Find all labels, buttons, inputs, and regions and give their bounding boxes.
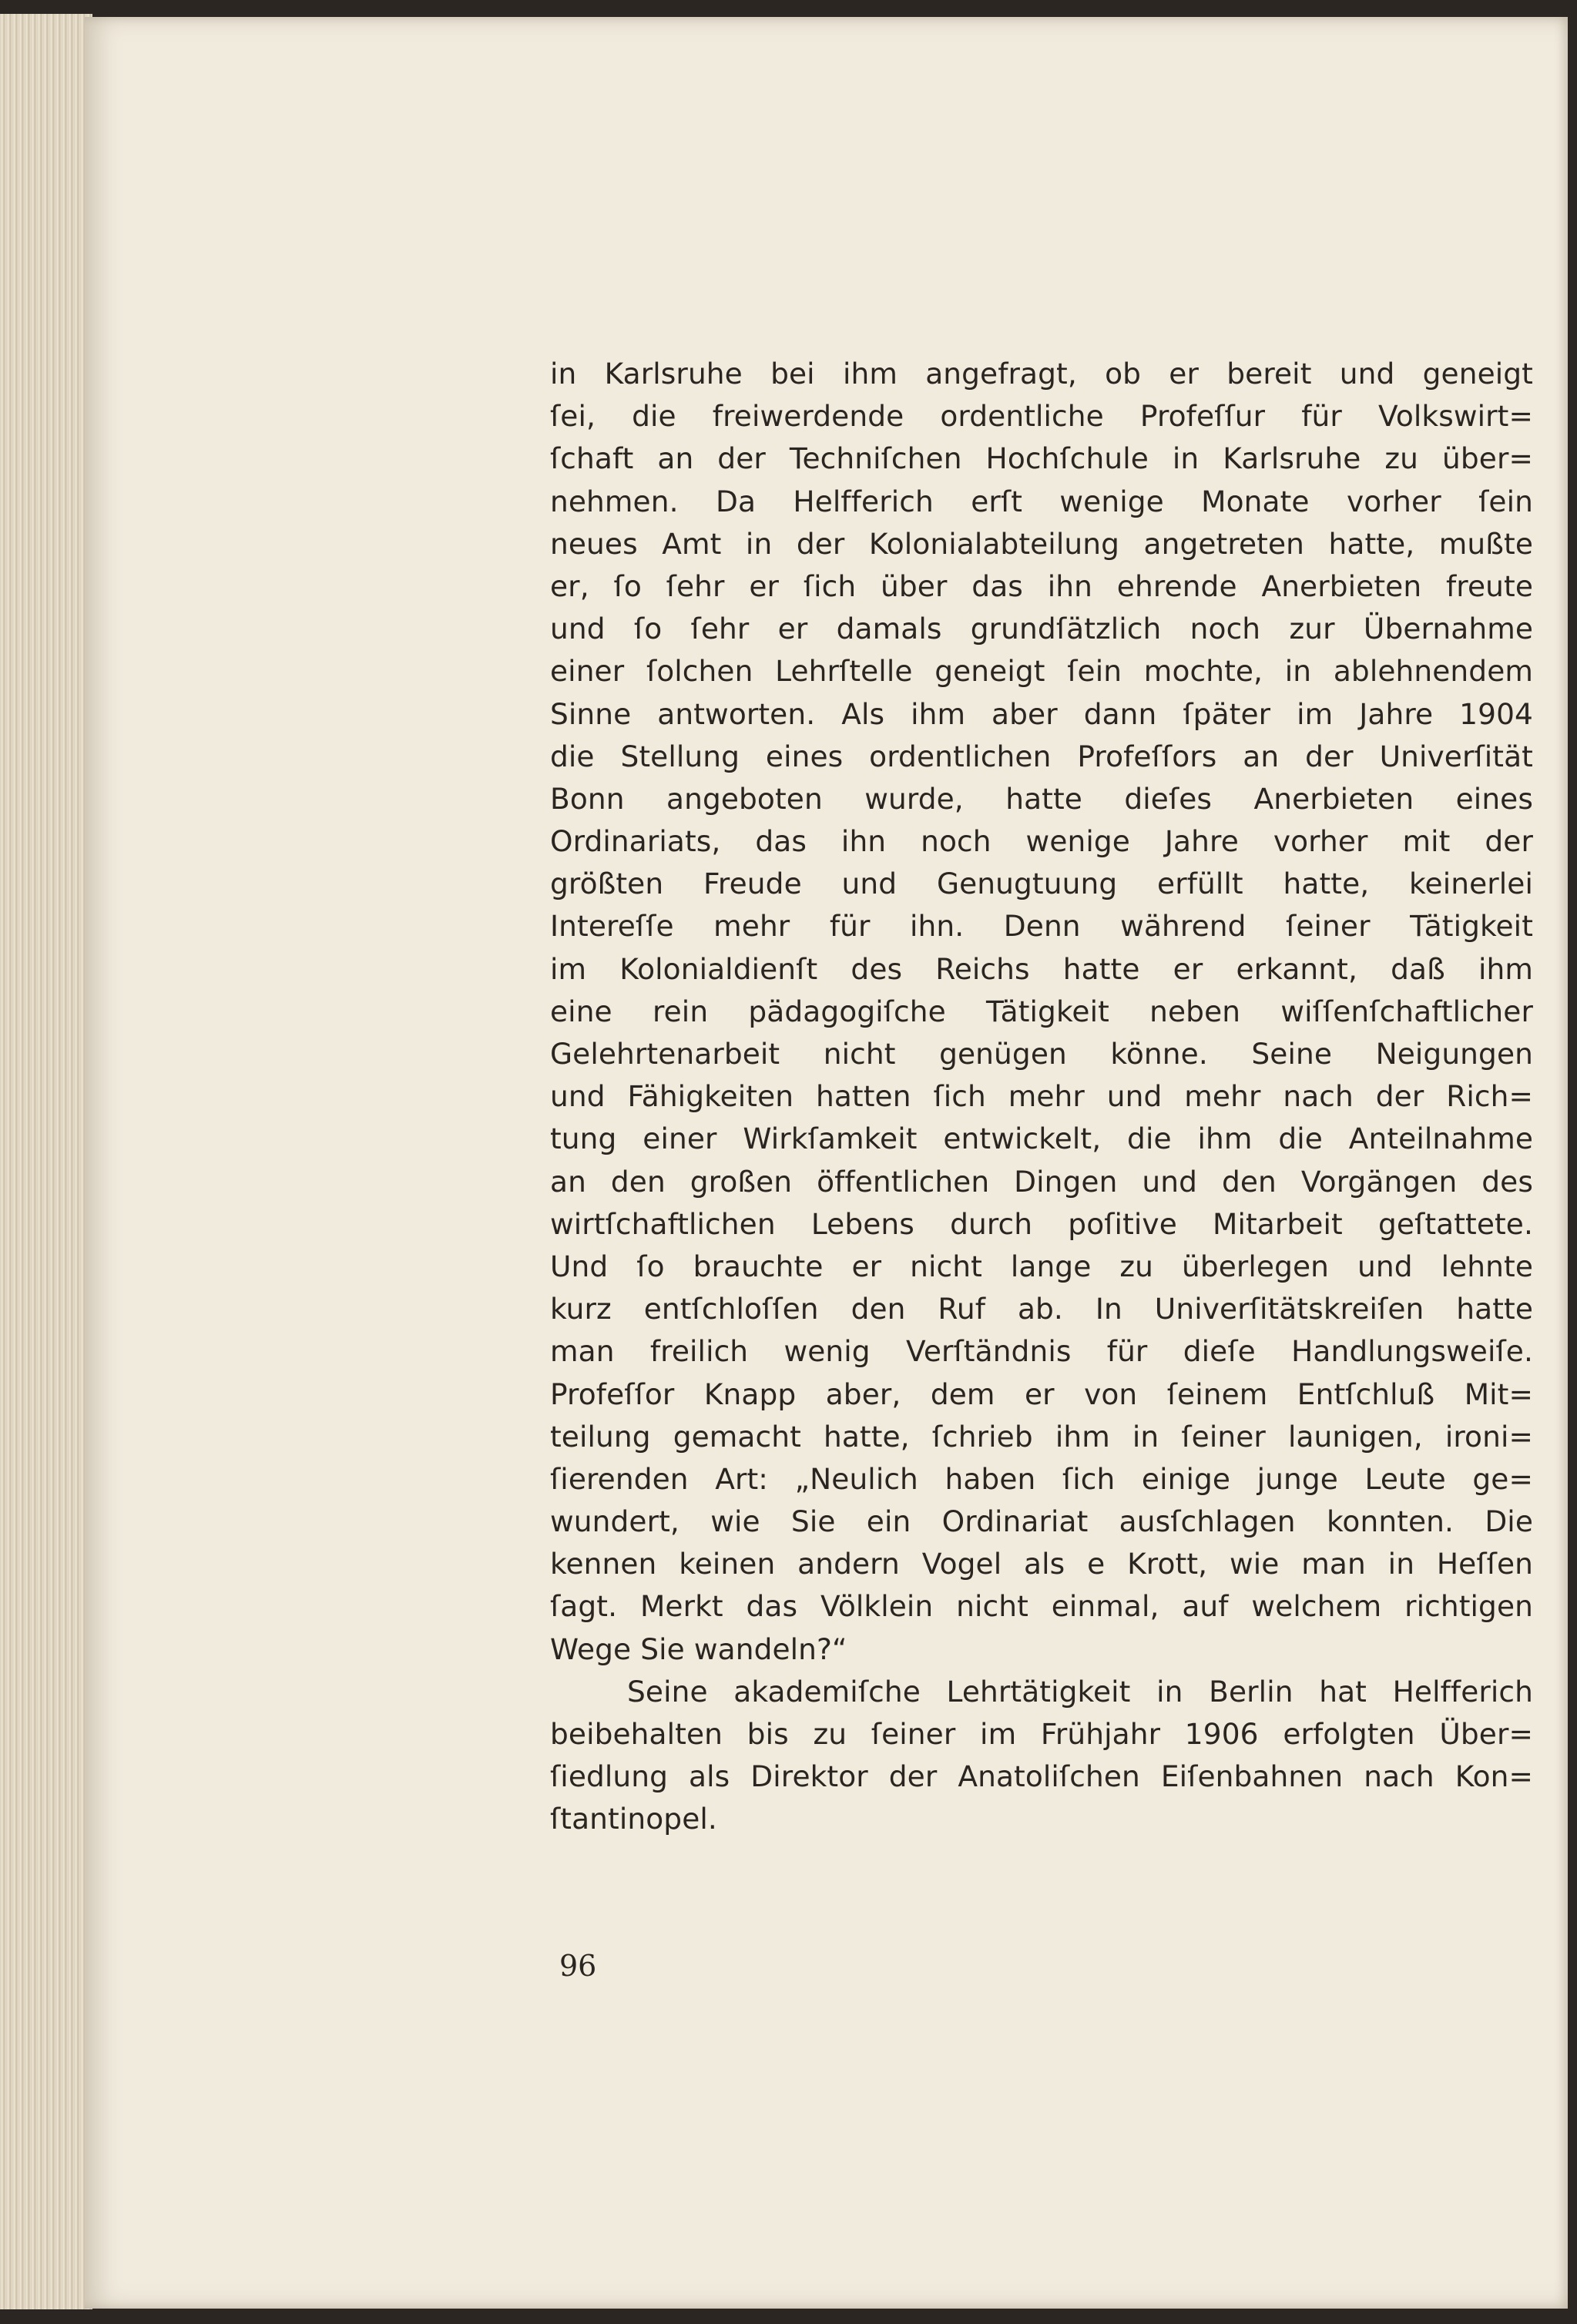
text-line: Seine akademiſche Lehrtätigkeit in Berlin hat Helfferich xyxy=(627,1674,1533,1709)
text-line: ſchaft an der Techniſchen Hochſchule in Karlsruhe zu über= xyxy=(550,441,1533,476)
text-line: in Karlsruhe bei ihm angefragt, ob er bereit und geneigt xyxy=(550,357,1533,391)
text-line: einer ſolchen Lehrſtelle geneigt ſein mochte, in ablehnendem xyxy=(550,654,1533,689)
text-line: größten Freude und Genugtuung erfüllt hatte, keinerlei xyxy=(550,867,1533,901)
text-line: nehmen. Da Helfferich erſt wenige Monate vorher ſein xyxy=(550,484,1533,518)
text-line: eine rein pädagogiſche Tätigkeit neben wiſſenſchaftlicher xyxy=(550,994,1533,1028)
text-line: Ordinariats, das ihn noch wenige Jahre vorher mit der xyxy=(550,824,1533,859)
text-line: ſei, die freiwerdende ordentliche Profeſſur für Volkswirt= xyxy=(550,399,1533,434)
text-line: kennen keinen andern Vogel als e Krott, wie man in Heſſen xyxy=(550,1547,1533,1581)
text-line: an den großen öffentlichen Dingen und den Vorgängen des xyxy=(550,1164,1533,1199)
text-line: ſagt. Merkt das Völklein nicht einmal, auf welchem richtigen xyxy=(550,1589,1533,1624)
text-line: die Stellung eines ordentlichen Profeſſors an der Univerſität xyxy=(550,739,1533,773)
text-line: Bonn angeboten wurde, hatte dieſes Anerbieten eines xyxy=(550,781,1533,816)
text-line: im Kolonialdienſt des Reichs hatte er erkannt, daß ihm xyxy=(550,951,1533,986)
text-line: neues Amt in der Kolonialabteilung angetreten hatte, mußte xyxy=(550,526,1533,561)
text-line: man freilich wenig Verſtändnis für dieſe Handlungsweiſe. xyxy=(550,1334,1533,1369)
body-text xyxy=(550,353,1533,1841)
text-line: und Fähigkeiten hatten ſich mehr und mehr nach der Rich= xyxy=(550,1079,1533,1114)
text-line: Sinne antworten. Als ihm aber dann ſpäter im Jahre 1904 xyxy=(550,696,1533,731)
text-line: beibehalten bis zu ſeiner im Frühjahr 1906 erfolgten Über= xyxy=(550,1717,1533,1751)
text-line: Profeſſor Knapp aber, dem er von ſeinem Entſchluß Mit= xyxy=(550,1377,1533,1411)
text-line: und ſo ſehr er damals grundſätzlich noch zur Übernahme xyxy=(550,612,1533,646)
text-line: Intereſſe mehr für ihn. Denn während ſeiner Tätigkeit xyxy=(550,909,1533,944)
text-line: kurz entſchloſſen den Ruf ab. In Univerſitätskreiſen hatte xyxy=(550,1292,1533,1326)
book-page xyxy=(85,17,1568,2309)
page-edge xyxy=(0,14,92,2309)
text-line: ſiedlung als Direktor der Anatoliſchen Eiſenbahnen nach Kon= xyxy=(550,1759,1533,1794)
text-line: wirtſchaftlichen Lebens durch poſitive Mitarbeit geſtattete. xyxy=(550,1206,1533,1241)
text-line: teilung gemacht hatte, ſchrieb ihm in ſeiner launigen, ironi= xyxy=(550,1419,1533,1454)
text-line: Gelehrtenarbeit nicht genügen könne. Seine Neigungen xyxy=(550,1037,1533,1071)
text-line: er, ſo ſehr er ſich über das ihn ehrende Anerbieten freute xyxy=(550,568,1533,603)
page-number: 96 xyxy=(559,1949,597,1983)
text-line: ſierenden Art: „Neulich haben ſich einige junge Leute ge= xyxy=(550,1461,1533,1496)
text-line: tung einer Wirkſamkeit entwickelt, die ihm die Anteilnahme xyxy=(550,1122,1533,1156)
text-line: Und ſo brauchte er nicht lange zu überlegen und lehnte xyxy=(550,1249,1533,1283)
text-line: ſtantinopel. xyxy=(550,1802,717,1836)
text-line: Wege Sie wandeln?“ xyxy=(550,1631,847,1666)
text-line: wundert, wie Sie ein Ordinariat ausſchlagen konnten. Die xyxy=(550,1504,1533,1539)
